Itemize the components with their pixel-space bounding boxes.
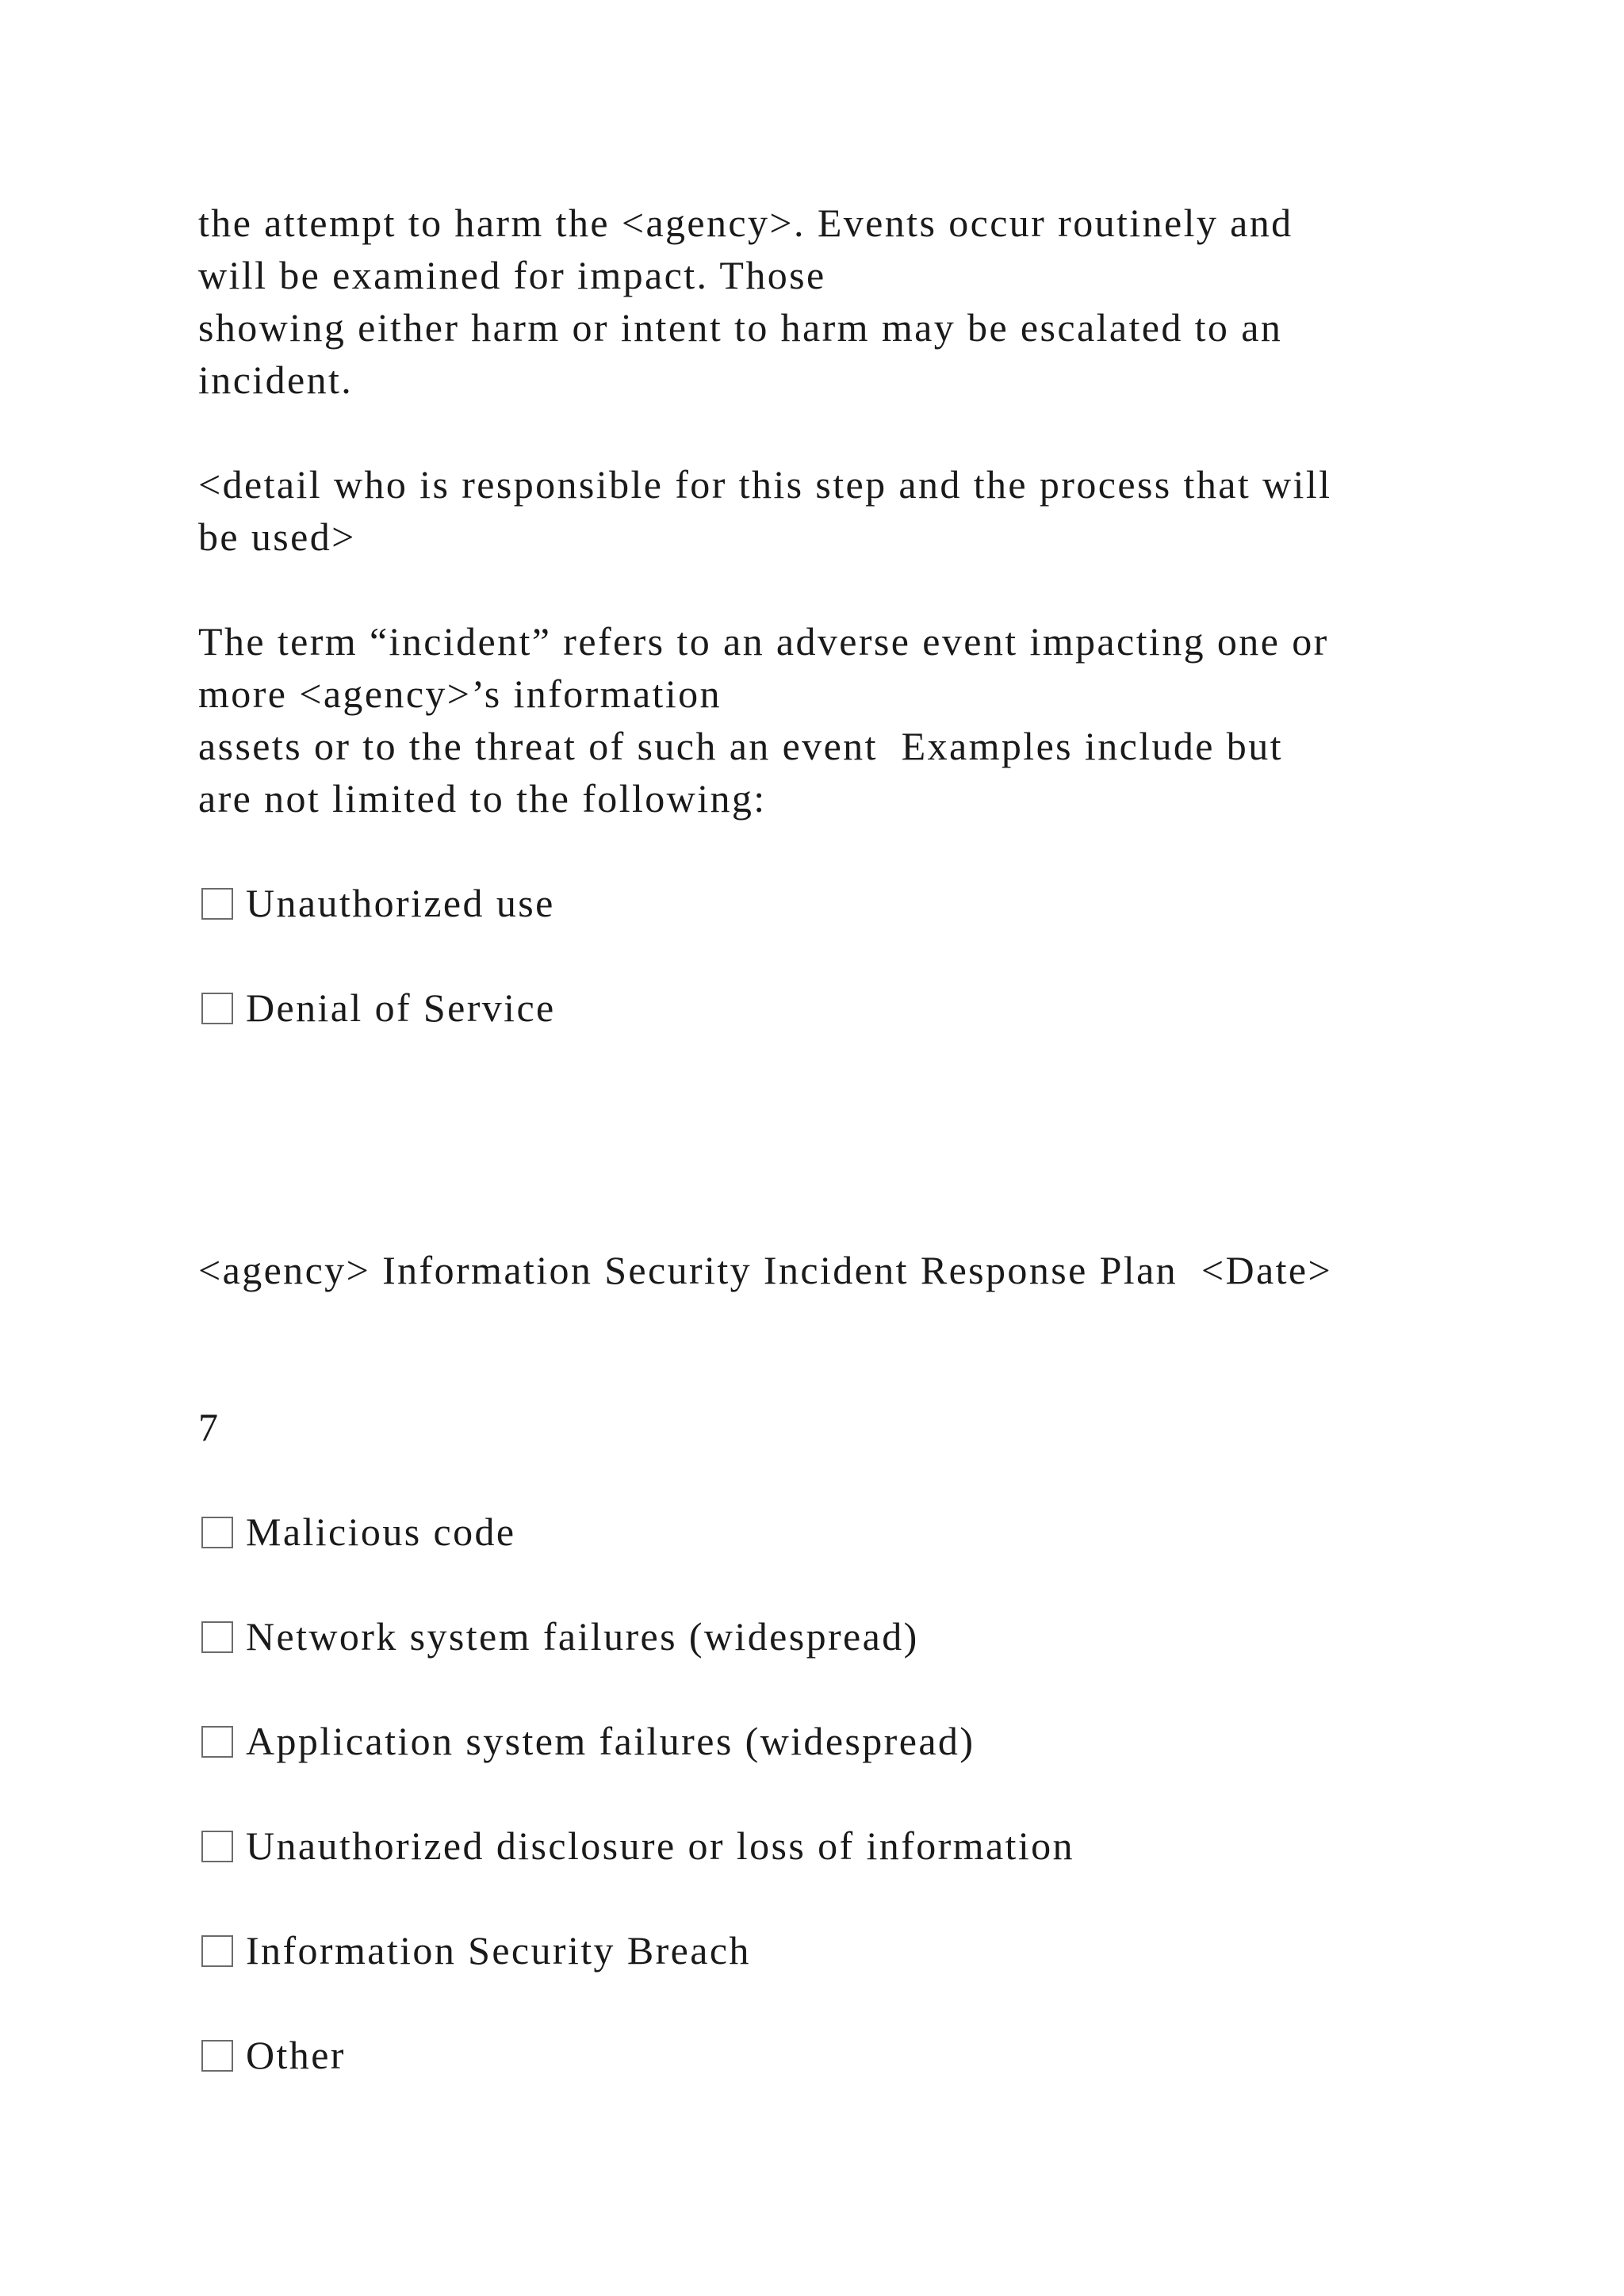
paragraph-line: more <agency>’s information (198, 672, 722, 716)
bullet-box-icon (201, 1831, 233, 1862)
list-item (198, 982, 556, 1034)
list-item (198, 1820, 1074, 1872)
bullet-box-icon (201, 1726, 233, 1758)
bullet-box-icon (201, 1517, 233, 1548)
list-item (198, 1610, 919, 1663)
list-item (198, 877, 555, 929)
list-item-text: Unauthorized use (246, 881, 555, 925)
paragraph-line: are not limited to the following: (198, 776, 767, 821)
bullet-box-icon (201, 993, 233, 1024)
list-item-text: Unauthorized disclosure or loss of information (246, 1823, 1074, 1868)
list-item-text: Network system failures (widespread) (246, 1614, 919, 1659)
paragraph-line: will be examined for impact. Those (198, 253, 826, 297)
bullet-box-icon (201, 2040, 233, 2072)
list-item-text: Malicious code (246, 1510, 516, 1554)
page-number: 7 (198, 1405, 220, 1449)
list-item (198, 1715, 975, 1767)
paragraph-line: showing either harm or intent to harm may be escalated to an (198, 305, 1283, 350)
list-item-text: Information Security Breach (246, 1928, 751, 1973)
list-item-text: Application system failures (widespread) (246, 1719, 975, 1763)
list-item-text: Other (246, 2033, 346, 2077)
paragraph-line: incident. (198, 358, 354, 402)
list-item-text: Denial of Service (246, 985, 556, 1030)
footer-title: <agency> Information Security Incident Response Plan <Date> (198, 1248, 1333, 1292)
paragraph-line: the attempt to harm the <agency>. Events occur routinely and (198, 201, 1293, 245)
paragraph-line: The term “incident” refers to an adverse event impacting one or (198, 619, 1329, 664)
list-item (198, 1924, 751, 1976)
bullet-box-icon (201, 1935, 233, 1967)
paragraph-line: <detail who is responsible for this step and the process that will (198, 462, 1332, 507)
paragraph-line: be used> (198, 515, 356, 559)
bullet-box-icon (201, 1621, 233, 1653)
bullet-box-icon (201, 888, 233, 920)
list-item (198, 1506, 515, 1558)
list-item (198, 2029, 346, 2081)
paragraph-line: assets or to the threat of such an event Examples include but (198, 724, 1283, 768)
